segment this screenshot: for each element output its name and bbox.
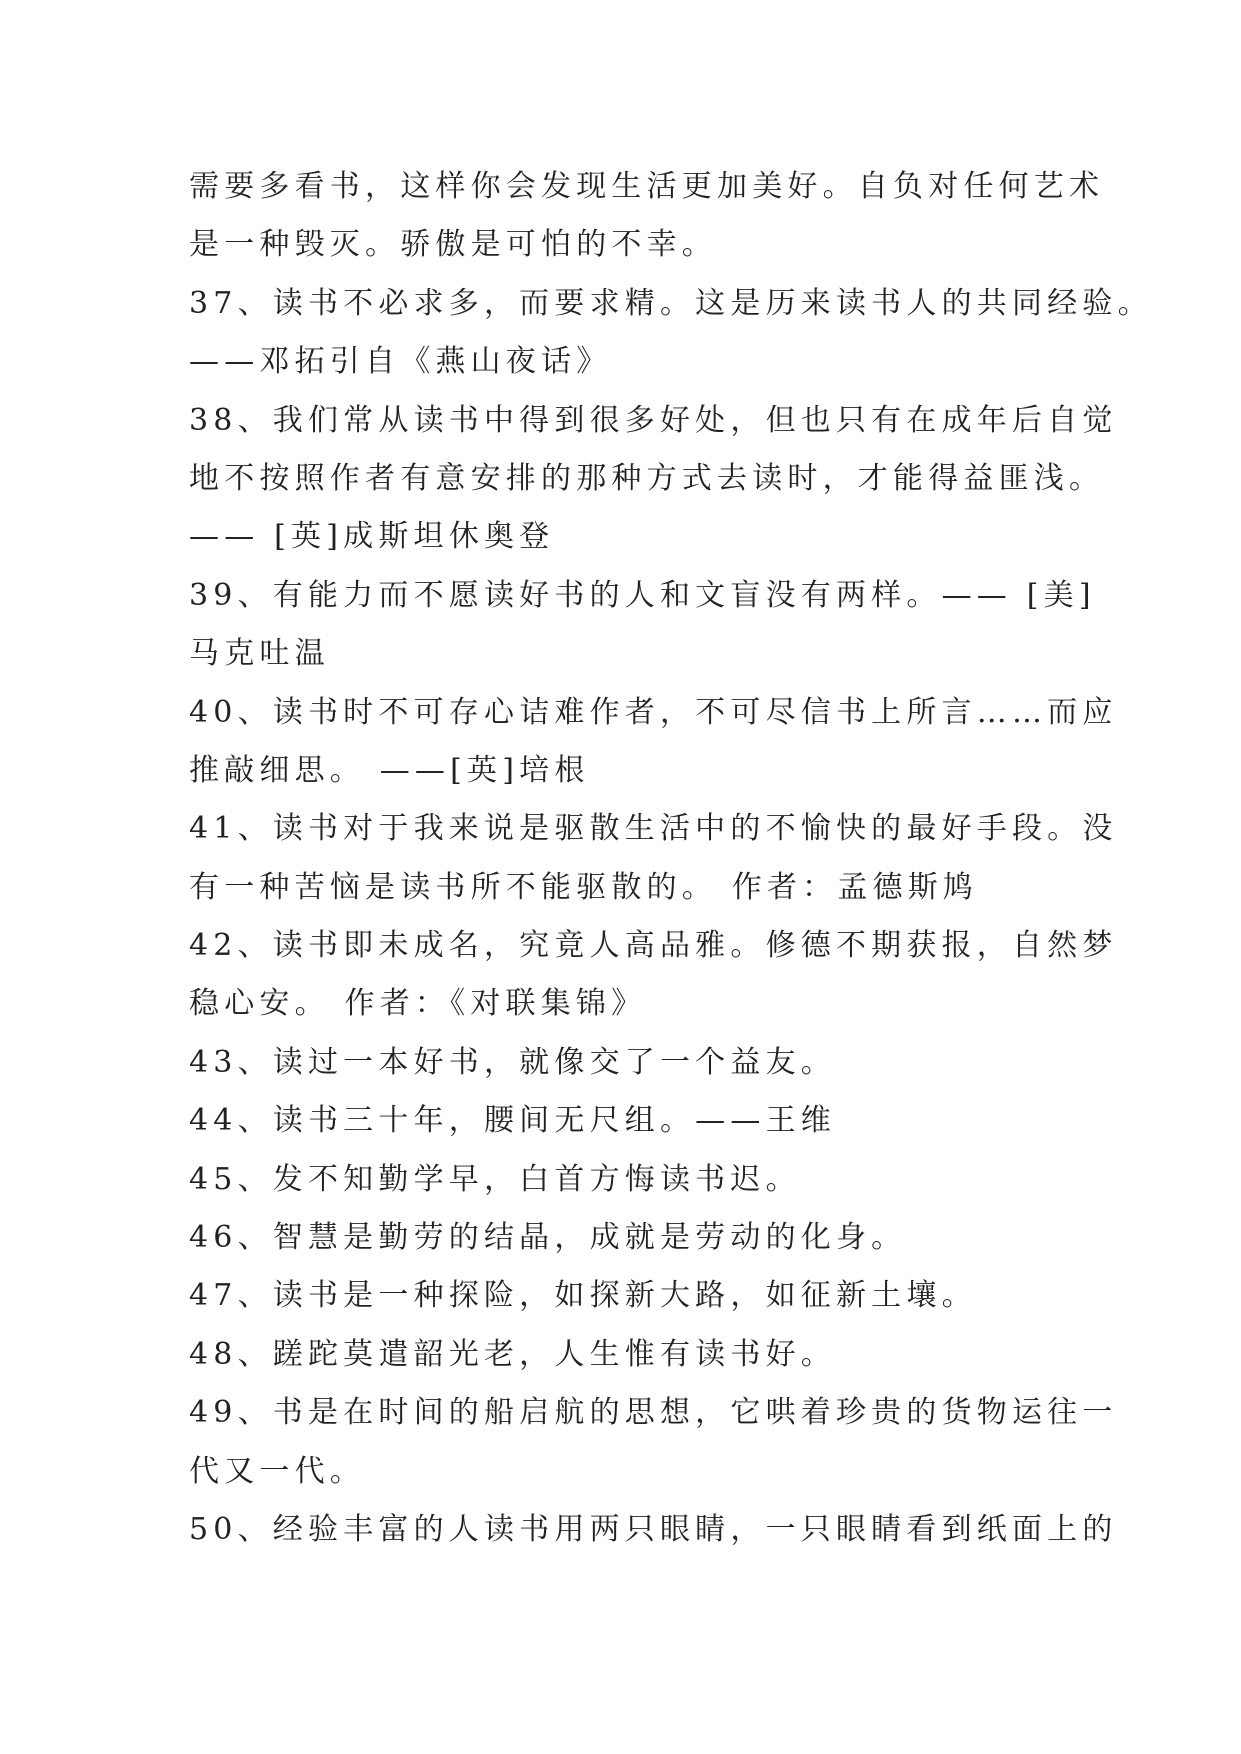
quote-46: 46、智慧是勤劳的结晶，成就是劳动的化身。: [189, 1220, 907, 1256]
quote-48: 48、蹉跎莫遣韶光老，人生惟有读书好。: [189, 1336, 836, 1372]
text-line: 地不按照作者有意安排的那种方式去读时，才能得益匪浅。: [189, 460, 1105, 496]
quote-43: 43、读过一本好书，就像交了一个益友。: [189, 1044, 836, 1080]
quote-38: 38、我们常从读书中得到很多好处，但也只有在成年后自觉: [189, 402, 1118, 438]
quote-40: 40、读书时不可存心诘难作者，不可尽信书上所言……而应: [189, 694, 1118, 730]
quote-44: 44、读书三十年，腰间无尺组。——王维: [189, 1103, 836, 1139]
quote-37: 37、读书不必求多，而要求精。这是历来读书人的共同经验。: [189, 285, 1153, 321]
document-body: [189, 158, 1153, 1559]
text-line: 马克吐温: [189, 636, 330, 672]
quote-41: 41、读书对于我来说是驱散生活中的不愉快的最好手段。没: [189, 811, 1118, 847]
text-line: 稳心安。 作者：《对联集锦》: [189, 986, 647, 1022]
quote-50: 50、经验丰富的人读书用两只眼睛，一只眼睛看到纸面上的: [189, 1511, 1118, 1547]
text-line: —— [英]成斯坦休奥登: [189, 519, 555, 555]
quote-47: 47、读书是一种探险，如探新大路，如征新土壤。: [189, 1278, 977, 1314]
quote-45: 45、发不知勤学早，白首方悔读书迟。: [189, 1161, 801, 1197]
quote-49: 49、书是在时间的船启航的思想，它哄着珍贵的货物运往一: [189, 1395, 1118, 1431]
text-line: 代又一代。: [189, 1453, 365, 1489]
quote-42: 42、读书即未成名，究竟人高品雅。修德不期获报，自然梦: [189, 928, 1118, 964]
text-line: 有一种苦恼是读书所不能驱散的。 作者：孟德斯鸠: [189, 869, 979, 905]
text-line: ——邓拓引自《燕山夜话》: [189, 344, 612, 380]
text-line: 需要多看书，这样你会发现生活更加美好。自负对任何艺术: [189, 169, 1105, 204]
quote-39: 39、有能力而不愿读好书的人和文盲没有两样。—— [美]: [189, 577, 1096, 613]
text-line: 是一种毁灭。骄傲是可怕的不幸。: [189, 227, 717, 263]
text-line: 推敲细思。 ——[英]培根: [189, 752, 590, 788]
